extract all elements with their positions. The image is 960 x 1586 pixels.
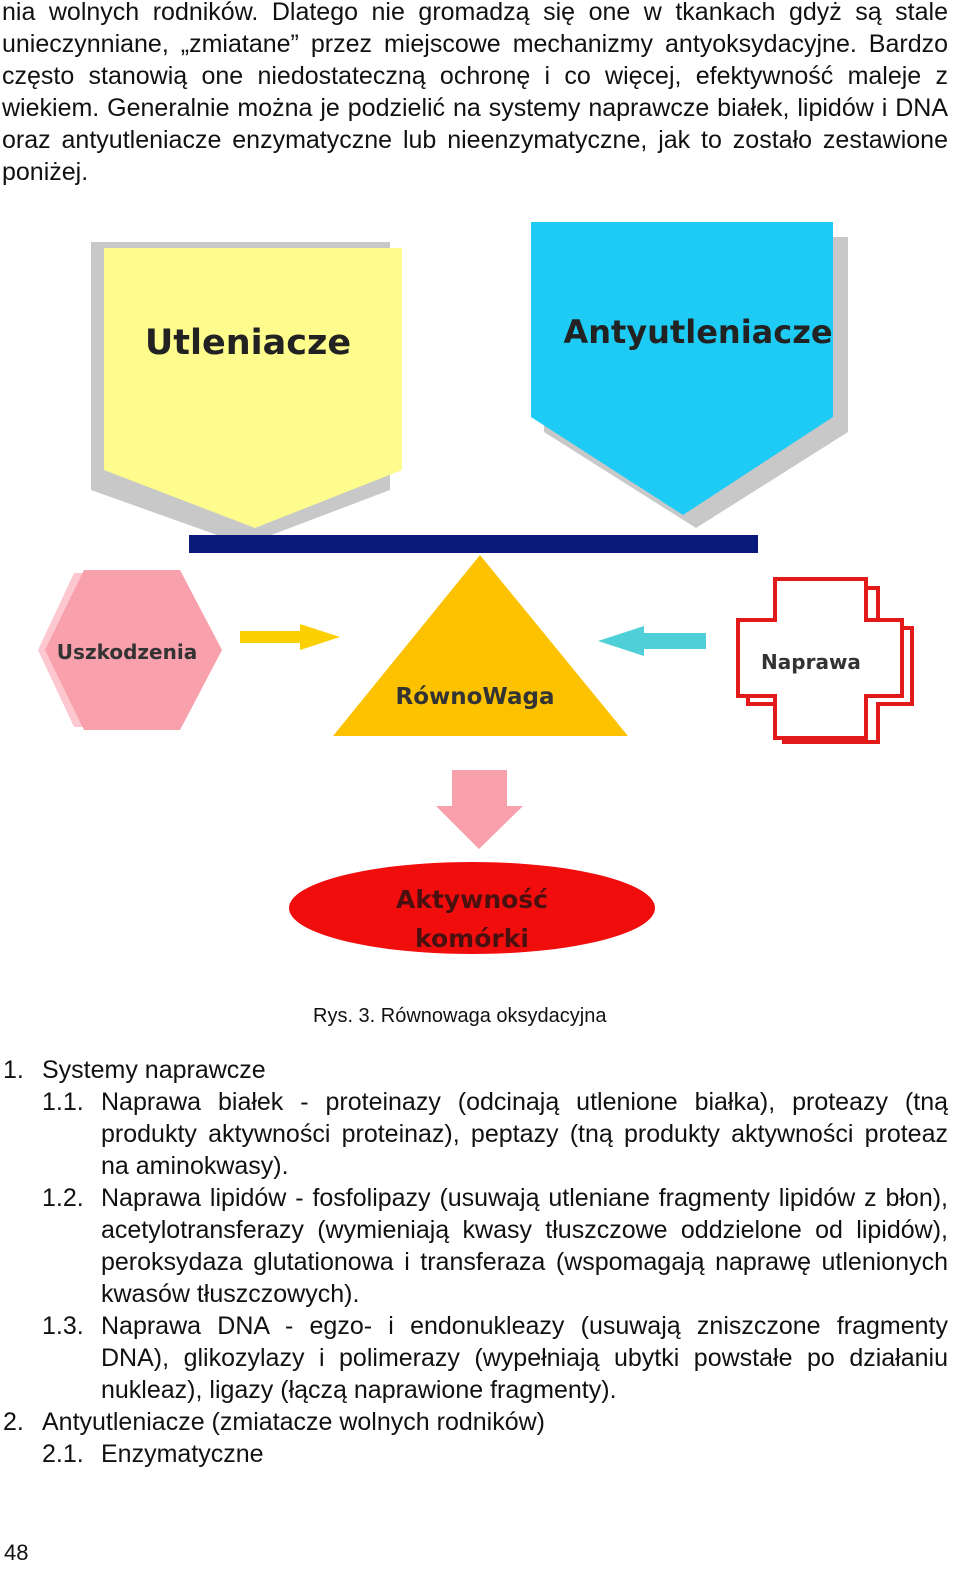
balance-beam: [189, 535, 758, 553]
list-item: [0, 1406, 948, 1438]
balance-label: RównoWaga: [395, 684, 555, 710]
list-item: [0, 1182, 948, 1310]
damage-label: Uszkodzenia: [56, 640, 198, 664]
list-heading: Systemy naprawcze: [42, 1056, 266, 1084]
list-text: Naprawa DNA - egzo- i endonukleazy (usuwają zniszczone fragmenty DNA), glikozylazy i polimerazy (wypełniają ubytki powstałe po działaniu nukleaz), ligazy (łączą naprawione fragmenty).: [101, 1312, 948, 1404]
list-number: 1.: [3, 1056, 24, 1084]
antioxidants-shape: [531, 222, 833, 515]
list-text: Naprawa lipidów - fosfolipazy (usuwają utleniane fragmenty lipidów z błon), acetylotransferazy (wymieniają kwasy tłuszczowe oddzielone od lipidów), peroksydaza glutationowa i transferaza (wspomagają naprawę utlenionych kwasów tłuszczowych).: [101, 1184, 948, 1308]
oxidants-label: Utleniacze: [144, 323, 352, 363]
cell-activity-label-line2: komórki: [415, 924, 529, 953]
page-number: 48: [4, 1540, 29, 1565]
list-text: Naprawa białek - proteinazy (odcinają utlenione białka), proteazy (tną produkty aktywności proteinaz), peptazy (tną produkty aktywności proteaz na aminokwasy).: [101, 1088, 948, 1180]
list-item: [0, 1086, 948, 1182]
list-item: [0, 1310, 948, 1406]
list-item: [0, 1054, 948, 1086]
list-number: 1.2.: [42, 1184, 84, 1212]
list-number: 1.3.: [42, 1312, 84, 1340]
list-heading: Antyutleniacze (zmiatacze wolnych rodników): [42, 1408, 545, 1436]
list-number: 2.1.: [42, 1440, 84, 1468]
enzyme-systems-list: [0, 1054, 948, 1470]
antioxidants-label: Antyutleniacze: [563, 313, 833, 351]
arrow-down-icon: [436, 770, 523, 849]
oxidants-shape: [104, 248, 402, 528]
list-text: Enzymatyczne: [101, 1440, 264, 1468]
cell-activity-label-line1: Aktywność: [396, 885, 548, 914]
list-number: 1.1.: [42, 1088, 84, 1116]
figure-caption: Rys. 3. Równowaga oksydacyjna: [313, 1005, 607, 1027]
arrow-left-icon: [598, 626, 706, 656]
repair-label: Naprawa: [761, 650, 861, 674]
intro-paragraph: nia wolnych rodników. Dlatego nie gromadzą się one w tkankach gdyż są stale unieczynniane, „zmiatane” przez miejscowe mechanizmy antyoksydacyjne. Bardzo często stanowią one niedostateczną ochronę i co więcej, efektywność maleje z wiekiem. Generalnie można je podzielić na systemy naprawcze białek, lipidów i DNA oraz antyutleniacze enzymatyczne lub nieenzymatyczne, jak to zostało zestawione poniżej.: [2, 0, 948, 186]
arrow-right-icon: [240, 624, 340, 650]
list-number: 2.: [3, 1408, 24, 1436]
list-item: [0, 1438, 948, 1470]
oxidative-balance-diagram: [0, 210, 960, 970]
